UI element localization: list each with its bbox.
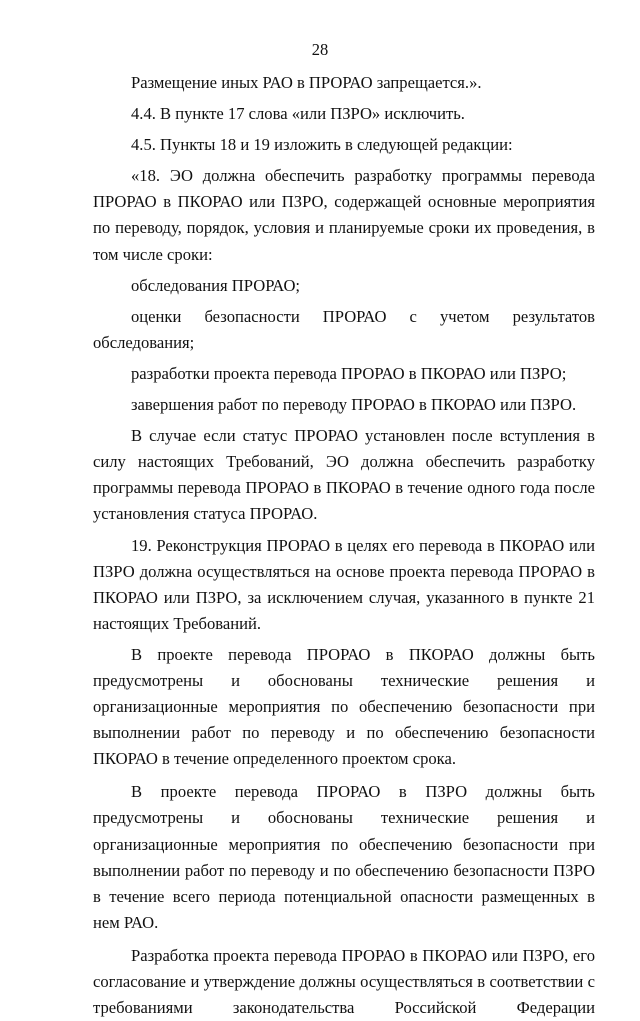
paragraph: обследования ПРОРАО; [131, 275, 301, 295]
paragraph: 19. Реконструкция ПРОРАО в целях его перевода в ПКОРАО или ПЗРО должна осуществляться на основе проекта перевода ПРОРАО в ПКОРАО или ПЗРО, за исключением случая, указанного в пункте 21 настоящих Требований. [93, 535, 595, 633]
paragraph: разработки проекта перевода ПРОРАО в ПКОРАО или ПЗРО; [131, 363, 567, 383]
document-body [93, 70, 595, 1021]
page-number: 28 [311, 40, 329, 59]
paragraph: «18. ЭО должна обеспечить разработку программы перевода ПРОРАО в ПКОРАО или ПЗРО, содержащей основные мероприятия по переводу, порядок, условия и планируемые сроки их проведения, в том числе сроки: [93, 166, 595, 264]
paragraph: В случае если статус ПРОРАО установлен после вступления в силу настоящих Требований, ЭО должна обеспечить разработку программы перевода ПРОРАО в ПКОРАО в течение одного года после установления статуса ПРОРАО. [93, 426, 595, 524]
paragraph: В проекте перевода ПРОРАО в ПЗРО должны быть предусмотрены и обоснованы технические решения и организационные мероприятия по обеспечению безопасности при выполнении работ по переводу и по обеспечению безопасности ПЗРО в течение всего периода потенциальной опасности размещенных в нем РАО. [93, 782, 595, 932]
paragraph: 4.5. Пункты 18 и 19 изложить в следующей редакции: [131, 135, 513, 155]
paragraph: В проекте перевода ПРОРАО в ПКОРАО должны быть предусмотрены и обоснованы технические решения и организационные мероприятия по обеспечению безопасности при выполнении работ по переводу и по обеспечению безопасности ПКОРАО в течение определенного проектом срока. [93, 644, 595, 769]
paragraph: оценки безопасности ПРОРАО с учетом результатов обследования; [93, 306, 595, 352]
paragraph: завершения работ по переводу ПРОРАО в ПКОРАО или ПЗРО. [131, 395, 577, 415]
paragraph: 4.4. В пункте 17 слова «или ПЗРО» исключить. [131, 104, 465, 124]
paragraph: Размещение иных РАО в ПРОРАО запрещается.». [131, 73, 482, 92]
paragraph: Разработка проекта перевода ПРОРАО в ПКОРАО или ПЗРО, его согласование и утверждение должны осуществляться в соответствии с требованиями законодательства Российской Федерации [93, 945, 595, 1018]
